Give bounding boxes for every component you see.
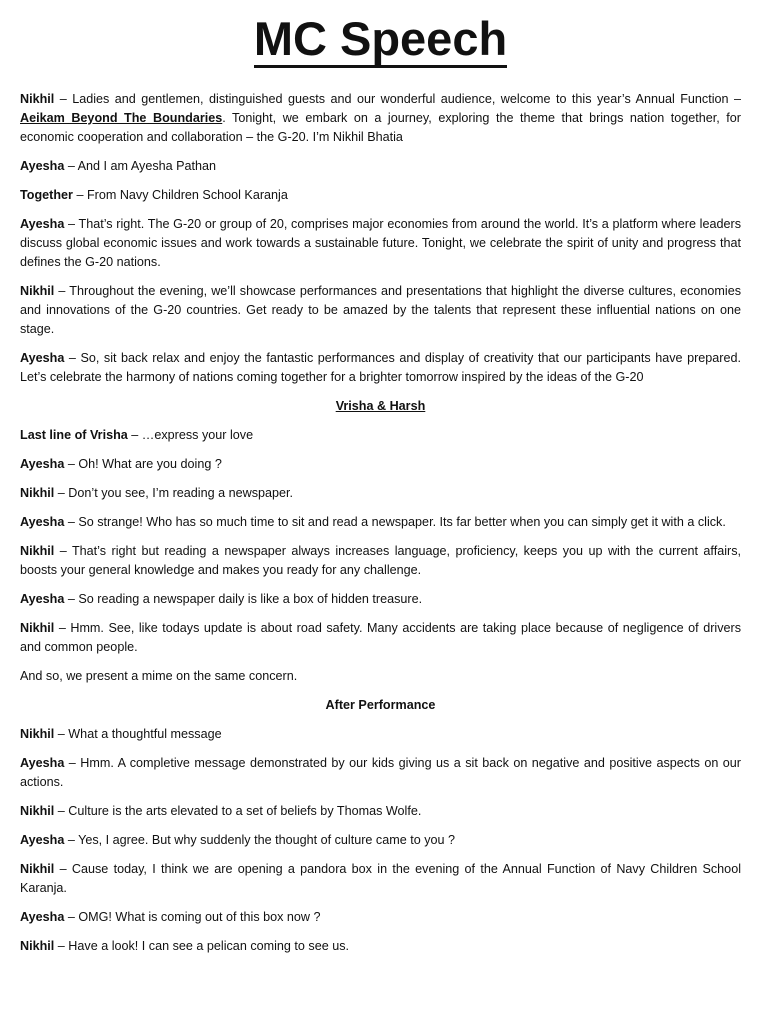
script-line bbox=[20, 186, 741, 205]
section-heading: After Performance bbox=[325, 698, 436, 712]
script-line bbox=[20, 590, 741, 609]
line-text: – Yes, I agree. But why suddenly the thought of culture came to you ? bbox=[64, 833, 456, 847]
line-text: – Cause today, I think we are opening a pandora box in the evening of the Annual Function of Navy Children School Karanja. bbox=[20, 862, 741, 895]
script-line bbox=[20, 282, 741, 339]
speaker-name: Nikhil bbox=[20, 862, 55, 876]
line-text: – And I am Ayesha Pathan bbox=[64, 159, 217, 173]
speaker-name: Nikhil bbox=[20, 939, 55, 953]
line-text: – OMG! What is coming out of this box now ? bbox=[64, 910, 321, 924]
script-line bbox=[20, 937, 741, 956]
speaker-name: Last line of Vrisha bbox=[20, 428, 128, 442]
script-line bbox=[20, 831, 741, 850]
line-text: – From Navy Children School Karanja bbox=[72, 188, 288, 202]
line-text: – So, sit back relax and enjoy the fantastic performances and display of creativity that our participants have prepared. Let’s celebrate the harmony of nations coming together for a brighter tomorrow inspired by the ideas of the G-20 bbox=[20, 351, 741, 384]
speaker-name: Nikhil bbox=[20, 284, 55, 298]
script-line bbox=[20, 455, 741, 474]
speaker-name: Ayesha bbox=[20, 592, 65, 606]
speaker-name: Ayesha bbox=[20, 515, 65, 529]
script-line bbox=[20, 908, 741, 927]
line-text: – Culture is the arts elevated to a set of beliefs by Thomas Wolfe. bbox=[54, 804, 422, 818]
script-line bbox=[20, 215, 741, 272]
page-title: MC Speech bbox=[20, 8, 741, 70]
speaker-name: Nikhil bbox=[20, 544, 55, 558]
speaker-name: Nikhil bbox=[20, 621, 55, 635]
speaker-name: Ayesha bbox=[20, 833, 65, 847]
script-line bbox=[20, 619, 741, 657]
line-text: – So reading a newspaper daily is like a box of hidden treasure. bbox=[64, 592, 423, 606]
speaker-name: Ayesha bbox=[20, 217, 65, 231]
script-line bbox=[20, 542, 741, 580]
script-line bbox=[20, 157, 741, 176]
section-heading: Vrisha & Harsh bbox=[335, 399, 426, 413]
script-line bbox=[20, 90, 741, 147]
script-line bbox=[20, 426, 741, 445]
speaker-name: Ayesha bbox=[20, 756, 65, 770]
line-text: – Have a look! I can see a pelican coming to see us. bbox=[54, 939, 350, 953]
speaker-name: Nikhil bbox=[20, 92, 55, 106]
line-text: – That’s right. The G-20 or group of 20, comprises major economies from around the world. It’s a platform where leaders discuss global economic issues and work towards a sustainable future. Tonight, we celebrate the spirit of unity and progress that defines the G-20 nations. bbox=[20, 217, 741, 269]
theme-title: Aeikam Beyond The Boundaries bbox=[20, 111, 223, 125]
line-text: – Don’t you see, I’m reading a newspaper. bbox=[54, 486, 294, 500]
speaker-name: Ayesha bbox=[20, 159, 65, 173]
speaker-name: Ayesha bbox=[20, 457, 65, 471]
script-line bbox=[20, 725, 741, 744]
script-line bbox=[20, 667, 741, 686]
speaker-name: Nikhil bbox=[20, 727, 55, 741]
script-line bbox=[20, 349, 741, 387]
line-text: – What a thoughtful message bbox=[54, 727, 222, 741]
line-text: – Hmm. A completive message demonstrated by our kids giving us a sit back on negative and positive aspects on our actions. bbox=[20, 756, 741, 789]
line-text: – Ladies and gentlemen, distinguished guests and our wonderful audience, welcome to this year’s Annual Function – bbox=[54, 92, 741, 106]
line-text: – Hmm. See, like todays update is about road safety. Many accidents are taking place because of negligence of drivers and common people. bbox=[20, 621, 741, 654]
script-line bbox=[20, 802, 741, 821]
script-line bbox=[20, 484, 741, 503]
line-text: . Tonight, we embark on a journey, exploring the theme that brings nation together, for economic cooperation and collaboration – the G-20. I’m Nikhil Bhatia bbox=[20, 111, 741, 144]
line-text: And so, we present a mime on the same concern. bbox=[20, 669, 298, 683]
line-text: – …express your love bbox=[127, 428, 254, 442]
script-line bbox=[20, 860, 741, 898]
line-text: – So strange! Who has so much time to sit and read a newspaper. Its far better when you can simply get it with a click. bbox=[64, 515, 726, 529]
document-page bbox=[20, 8, 741, 966]
speaker-name: Ayesha bbox=[20, 351, 65, 365]
script-line bbox=[20, 754, 741, 792]
speaker-name: Nikhil bbox=[20, 486, 55, 500]
line-text: – Throughout the evening, we’ll showcase performances and presentations that highlight the diverse cultures, economies and innovations of the G-20 countries. Get ready to be amazed by the talents that represent these influential nations on one stage. bbox=[20, 284, 741, 336]
speaker-name: Ayesha bbox=[20, 910, 65, 924]
speaker-name: Nikhil bbox=[20, 804, 55, 818]
speaker-name: Together bbox=[20, 188, 73, 202]
line-text: – Oh! What are you doing ? bbox=[64, 457, 222, 471]
line-text: – That’s right but reading a newspaper always increases language, proficiency, keeps you up with the current affairs, boosts your general knowledge and makes you ready for any challenge. bbox=[20, 544, 741, 577]
script-line bbox=[20, 513, 741, 532]
